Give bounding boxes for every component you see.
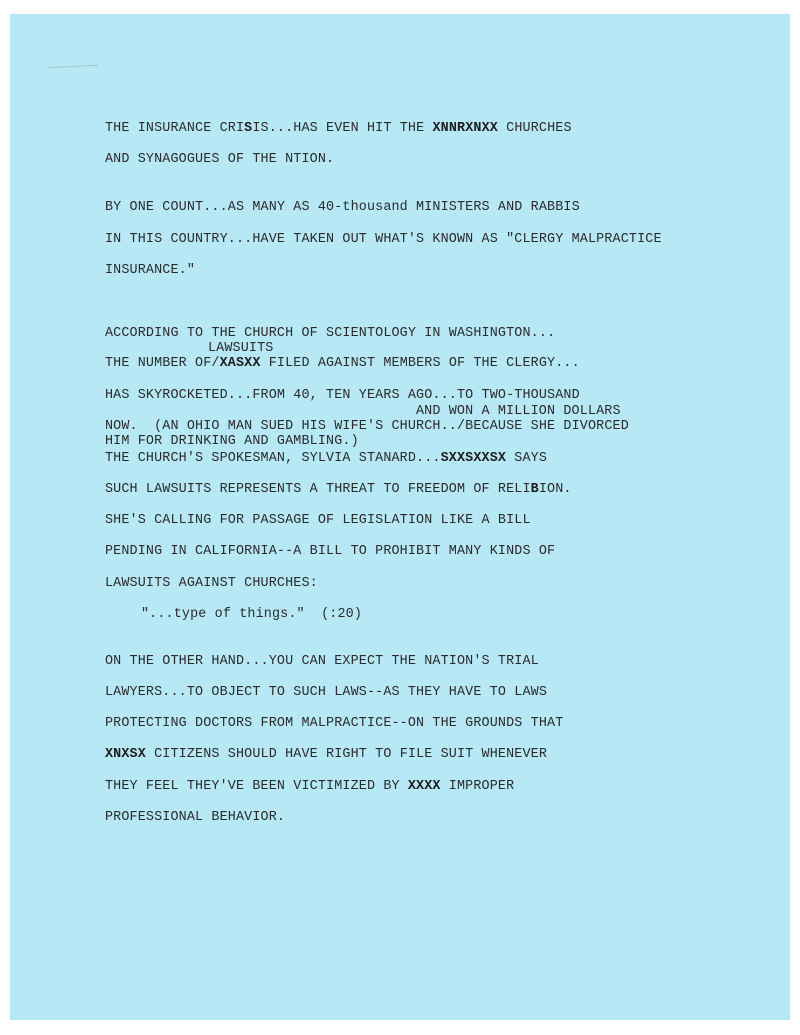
text: FILED AGAINST MEMBERS OF THE CLERGY... (260, 356, 580, 371)
p4-line-4 (105, 747, 547, 763)
text: IS...HAS EVEN HIT THE (252, 121, 433, 136)
p3-line-1: ACCORDING TO THE CHURCH OF SCIENTOLOGY IN WASHINGTON... (105, 326, 556, 341)
p3-line-4: NOW. (AN OHIO MAN SUED HIS WIFE'S CHURCH../BECAUSE SHE DIVORCED (105, 419, 629, 434)
quote-line: "...type of things." (:20) (141, 607, 363, 622)
staple-mark (48, 65, 98, 72)
text: SAYS (506, 451, 548, 466)
p4-line-6: PROFESSIONAL BEHAVIOR. (105, 810, 286, 825)
p3-line-6 (105, 451, 547, 467)
text: CHURCHES (497, 121, 572, 136)
overtyped-letter: B (530, 482, 539, 497)
text: ION. (538, 482, 572, 497)
p3-line-3: HAS SKYROCKETED...FROM 40, TEN YEARS AGO...TO TWO-THOUSAND (105, 388, 580, 403)
struck-out-word: XASXX (219, 356, 261, 371)
p3-line-9: PENDING IN CALIFORNIA--A BILL TO PROHIBIT MANY KINDS OF (105, 544, 556, 559)
overtyped-letter: S (244, 121, 253, 136)
text: THE INSURANCE CRI (105, 121, 245, 136)
text: IMPROPER (440, 779, 515, 794)
p4-line-5 (105, 779, 514, 795)
p2-line-1: BY ONE COUNT...AS MANY AS 40-thousand MINISTERS AND RABBIS (105, 200, 580, 215)
p1-line-1 (105, 121, 572, 137)
text: THE NUMBER OF/ (105, 356, 220, 371)
p2-line-2: IN THIS COUNTRY...HAVE TAKEN OUT WHAT'S KNOWN AS "CLERGY MALPRACTICE (105, 232, 662, 247)
p3-line-2 (105, 356, 580, 372)
struck-out-word: XXXX (407, 779, 441, 794)
p4-line-1: ON THE OTHER HAND...YOU CAN EXPECT THE NATION'S TRIAL (105, 654, 539, 669)
text: SUCH LAWSUITS REPRESENTS A THREAT TO FREEDOM OF RELI (105, 482, 531, 497)
p4-line-2: LAWYERS...TO OBJECT TO SUCH LAWS--AS THEY HAVE TO LAWS (105, 685, 548, 700)
insert-lawsuits: LAWSUITS (208, 341, 274, 356)
insert-won-million: AND WON A MILLION DOLLARS (416, 404, 621, 419)
p2-line-3: INSURANCE." (105, 263, 196, 278)
p3-line-5: HIM FOR DRINKING AND GAMBLING.) (105, 434, 359, 449)
typewritten-page (10, 14, 790, 1020)
struck-out-word: XNXSX (105, 747, 146, 762)
text: THE CHURCH'S SPOKESMAN, SYLVIA STANARD... (105, 451, 441, 466)
p1-line-2: AND SYNAGOGUES OF THE NTION. (105, 152, 335, 167)
p3-line-10: LAWSUITS AGAINST CHURCHES: (105, 576, 318, 591)
p3-line-8: SHE'S CALLING FOR PASSAGE OF LEGISLATION LIKE A BILL (105, 513, 531, 528)
text: CITIZENS SHOULD HAVE RIGHT TO FILE SUIT WHENEVER (145, 747, 548, 762)
text: THEY FEEL THEY'VE BEEN VICTIMIZED BY (105, 779, 408, 794)
struck-out-word: SXXSXXSX (440, 451, 507, 466)
struck-out-word: XNNRXNXX (432, 121, 498, 136)
p3-line-7 (105, 482, 572, 498)
p4-line-3: PROTECTING DOCTORS FROM MALPRACTICE--ON THE GROUNDS THAT (105, 716, 564, 731)
